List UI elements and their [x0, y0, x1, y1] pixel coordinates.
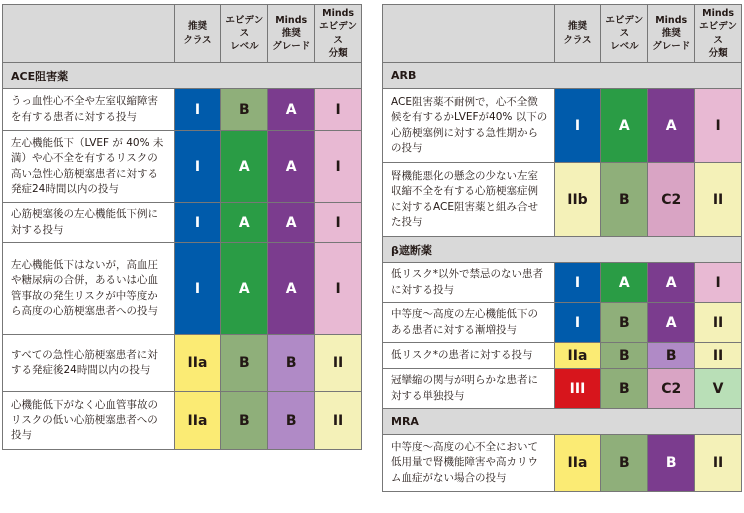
right-recommendation-table: [382, 4, 742, 492]
class-cell: I: [175, 89, 222, 130]
minds-grade-cell: A: [648, 303, 695, 342]
row-description: うっ血性心不全や左室収縮障害を有する患者に対する投与: [3, 89, 175, 130]
class-cell: I: [555, 303, 602, 342]
class-cell: IIb: [555, 163, 602, 236]
class-cell: I: [555, 263, 602, 302]
header-minds-evidence: Minds エビデンス 分類: [695, 5, 742, 62]
evidence-level-cell: B: [221, 89, 268, 130]
section-heading: β遮断薬: [383, 237, 742, 263]
minds-evidence-cell: I: [695, 263, 742, 302]
evidence-level-cell: B: [601, 303, 648, 342]
header-blank-cell: [383, 5, 555, 62]
class-cell: IIa: [555, 435, 602, 491]
table-row: [3, 335, 362, 392]
row-description: 心筋梗塞後の左心機能低下例に対する投与: [3, 203, 175, 242]
left-recommendation-table: [2, 4, 362, 450]
header-recommendation-class: 推奨 クラス: [175, 5, 222, 62]
class-cell: IIa: [175, 392, 222, 449]
header-minds-grade: Minds 推奨 グレード: [268, 5, 315, 62]
row-description: 左心機能低下（LVEF が 40% 未満）や心不全を有するリスクの高い急性心筋梗塞患者に対する発症24時間以内の投与: [3, 131, 175, 202]
minds-evidence-cell: I: [315, 203, 362, 242]
class-cell: IIa: [175, 335, 222, 391]
minds-grade-cell: A: [268, 243, 315, 334]
evidence-level-cell: A: [601, 89, 648, 162]
table-row: [3, 392, 362, 450]
row-description: 中等度～高度の左心機能低下のある患者に対する漸増投与: [383, 303, 555, 342]
minds-evidence-cell: II: [695, 163, 742, 236]
evidence-level-cell: B: [601, 163, 648, 236]
minds-grade-cell: A: [268, 89, 315, 130]
minds-evidence-cell: II: [695, 343, 742, 368]
evidence-level-cell: A: [221, 203, 268, 242]
table-header: [3, 5, 362, 63]
minds-grade-cell: C2: [648, 163, 695, 236]
row-description: 冠攣縮の関与が明らかな患者に対する単独投与: [383, 369, 555, 408]
table-row: [383, 435, 742, 492]
minds-grade-cell: A: [648, 263, 695, 302]
class-cell: III: [555, 369, 602, 408]
table-row: [383, 263, 742, 303]
minds-grade-cell: A: [268, 131, 315, 202]
minds-grade-cell: B: [648, 435, 695, 491]
row-description: 腎機能悪化の懸念の少ない左室収縮不全を有する心筋梗塞症例に対するACE阻害薬と組み合せた投与: [383, 163, 555, 236]
class-cell: I: [175, 203, 222, 242]
evidence-level-cell: B: [601, 343, 648, 368]
evidence-level-cell: B: [601, 435, 648, 491]
section-heading: MRA: [383, 409, 742, 435]
minds-evidence-cell: II: [695, 435, 742, 491]
header-minds-evidence: Minds エビデンス 分類: [315, 5, 362, 62]
class-cell: I: [175, 243, 222, 334]
minds-grade-cell: A: [268, 203, 315, 242]
minds-grade-cell: B: [268, 335, 315, 391]
evidence-level-cell: B: [221, 392, 268, 449]
minds-evidence-cell: V: [695, 369, 742, 408]
row-description: 左心機能低下はないが，高血圧や糖尿病の合併，あるいは心血管事故の発生リスクが中等度から高度の心筋梗塞患者への投与: [3, 243, 175, 334]
minds-grade-cell: A: [648, 89, 695, 162]
row-description: 低リスク*の患者に対する投与: [383, 343, 555, 368]
evidence-level-cell: B: [221, 335, 268, 391]
table-row: [383, 303, 742, 343]
minds-grade-cell: C2: [648, 369, 695, 408]
minds-grade-cell: B: [268, 392, 315, 449]
row-description: 心機能低下がなく心血管事故のリスクの低い心筋梗塞患者への投与: [3, 392, 175, 449]
minds-evidence-cell: II: [315, 335, 362, 391]
evidence-level-cell: A: [221, 131, 268, 202]
table-row: [383, 369, 742, 409]
row-description: 中等度～高度の心不全において低用量で腎機能障害や高カリウム血症がない場合の投与: [383, 435, 555, 491]
minds-evidence-cell: II: [315, 392, 362, 449]
class-cell: I: [175, 131, 222, 202]
header-evidence-level: エビデンス レベル: [601, 5, 648, 62]
section-heading: ACE阻害薬: [3, 63, 362, 89]
header-recommendation-class: 推奨 クラス: [555, 5, 602, 62]
minds-grade-cell: B: [648, 343, 695, 368]
table-row: [383, 163, 742, 237]
table-row: [3, 131, 362, 203]
table-row: [383, 343, 742, 369]
minds-evidence-cell: I: [315, 243, 362, 334]
row-description: すべての急性心筋梗塞患者に対する発症後24時間以内の投与: [3, 335, 175, 391]
evidence-level-cell: A: [601, 263, 648, 302]
header-blank-cell: [3, 5, 175, 62]
section-heading: ARB: [383, 63, 742, 89]
evidence-level-cell: B: [601, 369, 648, 408]
minds-evidence-cell: II: [695, 303, 742, 342]
evidence-level-cell: A: [221, 243, 268, 334]
class-cell: IIa: [555, 343, 602, 368]
table-row: [3, 243, 362, 335]
minds-evidence-cell: I: [315, 131, 362, 202]
minds-evidence-cell: I: [315, 89, 362, 130]
row-description: ACE阻害薬不耐例で，心不全徴候を有するかLVEFが40% 以下の心筋梗塞例に対する急性期からの投与: [383, 89, 555, 162]
class-cell: I: [555, 89, 602, 162]
minds-evidence-cell: I: [695, 89, 742, 162]
table-header: [383, 5, 742, 63]
table-row: [383, 89, 742, 163]
table-row: [3, 203, 362, 243]
row-description: 低リスク*以外で禁忌のない患者に対する投与: [383, 263, 555, 302]
table-row: [3, 89, 362, 131]
header-evidence-level: エビデンス レベル: [221, 5, 268, 62]
header-minds-grade: Minds 推奨 グレード: [648, 5, 695, 62]
